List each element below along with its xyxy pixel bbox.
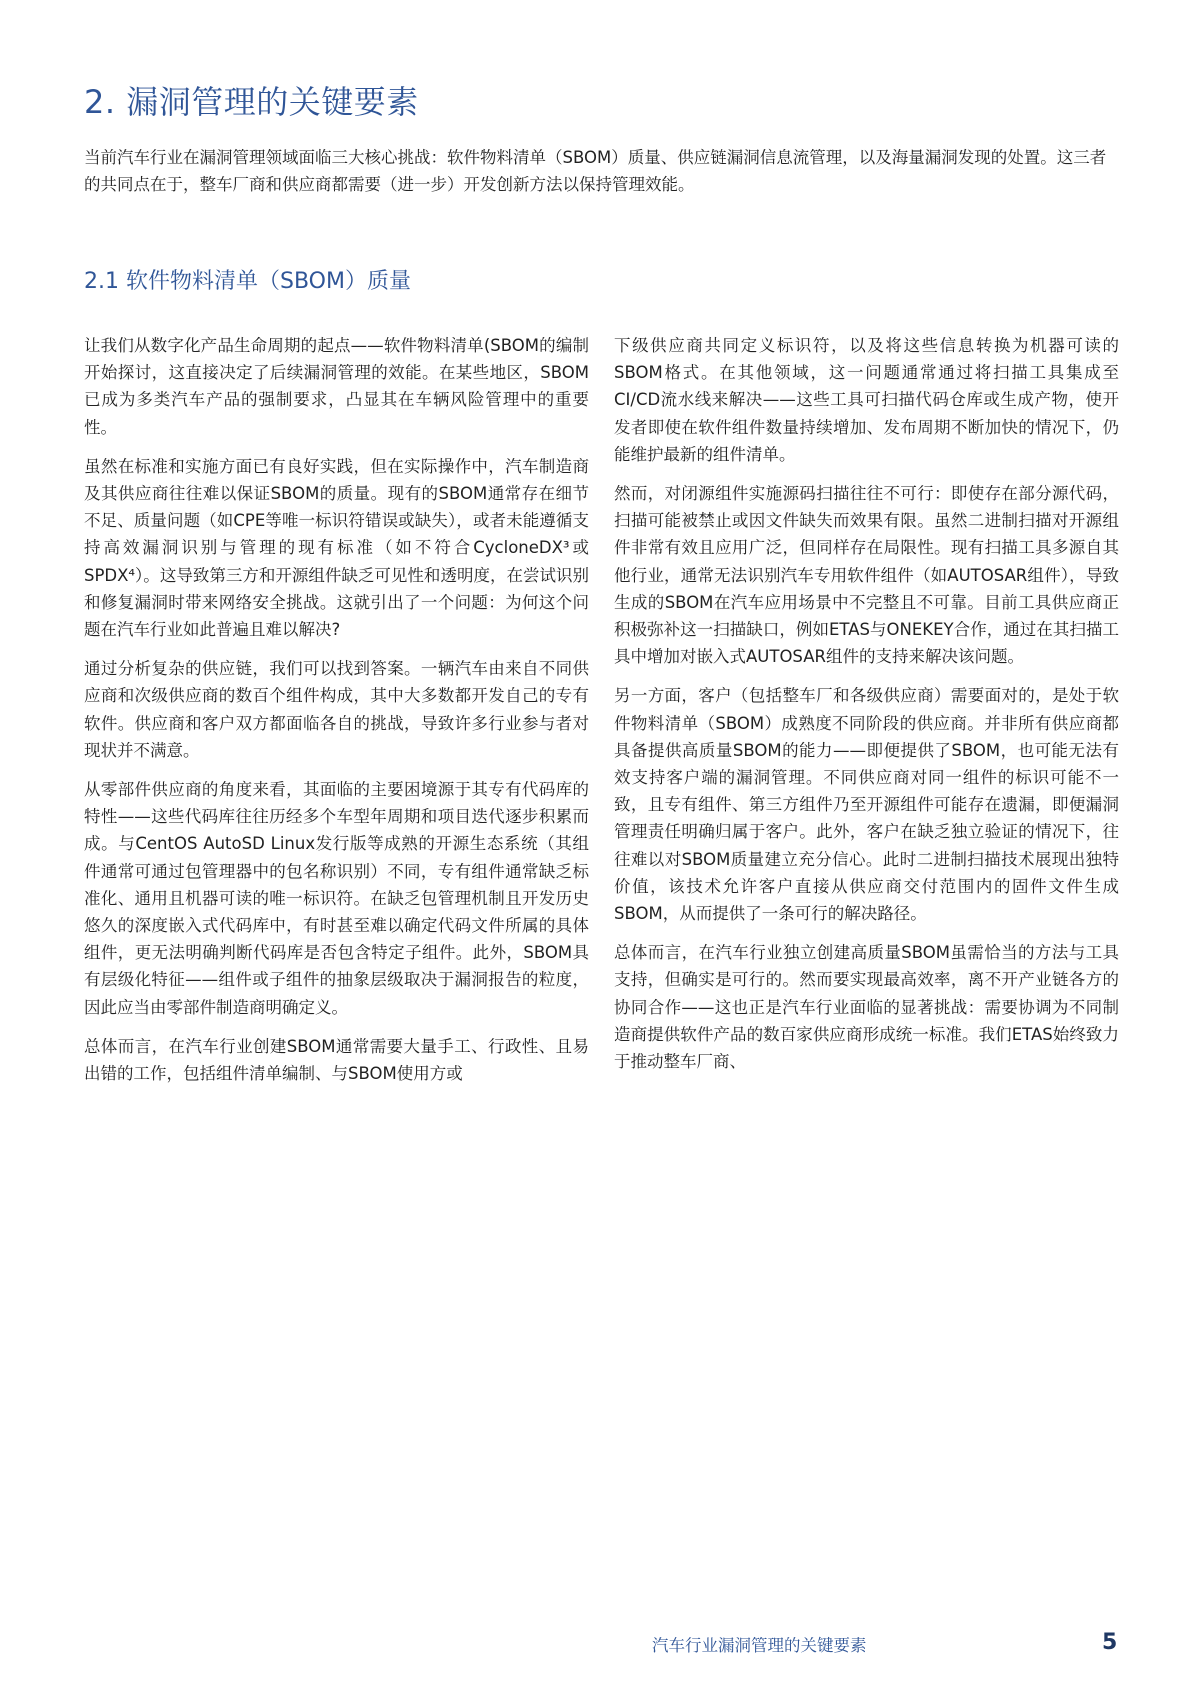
page-title: 2. 漏洞管理的关键要素: [84, 83, 419, 121]
paragraph: 虽然在标准和实施方面已有良好实践，但在实际操作中，汽车制造商及其供应商往往难以保证SBOM的质量。现有的SBOM通常存在细节不足、质量问题（如CPE等唯一标识符错误或缺失），或者未能遵循支持高效漏洞识别与管理的现有标准（如不符合CycloneDX³或SPDX⁴）。这导致第三方和开源组件缺乏可见性和透明度，在尝试识别和修复漏洞时带来网络安全挑战。这就引出了一个问题：为何这个问题在汽车行业如此普遍且难以解决?: [84, 456, 589, 640]
paragraph: 然而，对闭源组件实施源码扫描往往不可行：即使存在部分源代码，扫描可能被禁止或因文件缺失而效果有限。虽然二进制扫描对开源组件非常有效且应用广泛，但同样存在局限性。现有扫描工具多源自其他行业，通常无法识别汽车专用软件组件（如AUTOSAR组件），导致生成的SBOM在汽车应用场景中不完整且不可靠。目前工具供应商正积极弥补这一扫描缺口，例如ETAS与ONEKEY合作，通过在其扫描工具中增加对嵌入式AUTOSAR组件的支持来解决该问题。: [614, 484, 1119, 667]
paragraph: 通过分析复杂的供应链，我们可以找到答案。一辆汽车由来自不同供应商和次级供应商的数百个组件构成，其中大多数都开发自己的专有软件。供应商和客户双方都面临各自的挑战，导致许多行业参与者对现状并不满意。: [84, 659, 589, 760]
paragraph: 总体而言，在汽车行业独立创建高质量SBOM虽需恰当的方法与工具支持，但确实是可行的。然而要实现最高效率，离不开产业链各方的协同合作——这也正是汽车行业面临的显著挑战：需要协调为不同制造商提供软件产品的数百家供应商形成统一标准。我们ETAS始终致力于推动整车厂商、: [614, 943, 1119, 1072]
paragraph: 从零部件供应商的角度来看，其面临的主要困境源于其专有代码库的特性——这些代码库往往历经多个车型年周期和项目迭代逐步积累而成。与CentOS AutoSD Linux发行版等成熟的开源生态系统（其组件通常可通过包管理器中的包名称识别）不同，专有组件通常缺乏标准化、通用且机器可读的唯一标识符。在缺乏包管理机制且开发历史悠久的深度嵌入式代码库中，有时甚至难以确定代码文件所属的具体组件，更无法明确判断代码库是否包含特定子组件。此外，SBOM具有层级化特征——组件或子组件的抽象层级取决于漏洞报告的粒度，因此应当由零部件制造商明确定义。: [84, 780, 589, 1017]
paragraph: 让我们从数字化产品生命周期的起点——软件物料清单(SBOM的编制开始探讨，这直接决定了后续漏洞管理的效能。在某些地区，SBOM已成为多类汽车产品的强制要求，凸显其在车辆风险管理中的重要性。: [84, 336, 589, 437]
section-title: 2.1 软件物料清单（SBOM）质量: [84, 269, 411, 294]
paragraph: 下级供应商共同定义标识符，以及将这些信息转换为机器可读的SBOM格式。在其他领域，这一问题通常通过将扫描工具集成至CI/CD流水线来解决——这些工具可扫描代码仓库或生成产物，使开发者即使在软件组件数量持续增加、发布周期不断加快的情况下，仍能维护最新的组件清单。: [614, 336, 1119, 464]
paragraph: 另一方面，客户（包括整车厂和各级供应商）需要面对的，是处于软件物料清单（SBOM）成熟度不同阶段的供应商。并非所有供应商都具备提供高质量SBOM的能力——即便提供了SBOM，也可能无法有效支持客户端的漏洞管理。不同供应商对同一组件的标识可能不一致，且专有组件、第三方组件乃至开源组件可能存在遗漏，即便漏洞管理责任明确归属于客户。此外，客户在缺乏独立验证的情况下，往往难以对SBOM质量建立充分信心。此时二进制扫描技术展现出独特价值，该技术允许客户直接从供应商交付范围内的固件文件生成SBOM，从而提供了一条可行的解决路径。: [614, 686, 1119, 924]
right-column: [614, 332, 1119, 1087]
page-number: 5: [1102, 1630, 1118, 1655]
paragraph: 总体而言，在汽车行业创建SBOM通常需要大量手工、行政性、且易出错的工作，包括组件清单编制、与SBOM使用方或: [84, 1036, 589, 1084]
intro-paragraph: 当前汽车行业在漏洞管理领域面临三大核心挑战：软件物料清单（SBOM）质量、供应链漏洞信息流管理，以及海量漏洞发现的处置。这三者的共同点在于，整车厂商和供应商都需要（进一步）开发创新方法以保持管理效能。: [84, 148, 1107, 194]
left-column: [84, 332, 589, 1099]
footer-title: 汽车行业漏洞管理的关键要素: [652, 1636, 867, 1655]
